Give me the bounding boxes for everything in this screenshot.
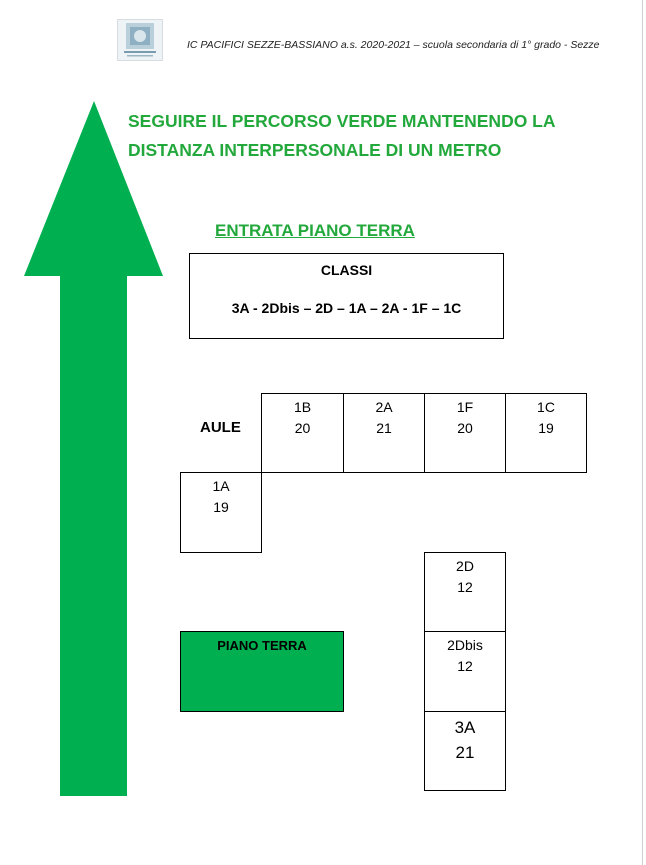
headline (128, 107, 556, 165)
room-name: 2A (375, 399, 393, 415)
room-count: 19 (213, 499, 229, 515)
room-1a (180, 472, 262, 553)
green-direction-arrow (24, 101, 164, 797)
room-name: 1A (212, 478, 230, 494)
room-2dbis (424, 631, 506, 712)
room-name: 2D (456, 558, 474, 574)
room-name: 3A (454, 718, 476, 737)
room-2d (424, 552, 506, 632)
room-count: 19 (538, 420, 554, 436)
school-logo (117, 19, 163, 61)
header-text: IC PACIFICI SEZZE-BASSIANO a.s. 2020-2021 – scuola secondaria di 1° grado - Sezze (187, 39, 600, 51)
room-count: 20 (457, 420, 473, 436)
page-edge-line (642, 0, 643, 865)
room-count: 21 (455, 743, 475, 762)
room-1b (261, 393, 344, 473)
piano-terra-block: PIANO TERRA (180, 631, 344, 712)
room-1f (424, 393, 506, 473)
room-3a (424, 711, 506, 791)
room-name: 2Dbis (447, 637, 483, 653)
aule-label: AULE (200, 419, 241, 436)
room-name: 1C (537, 399, 555, 415)
classes-box (189, 253, 504, 339)
room-count: 21 (376, 420, 392, 436)
room-1c (505, 393, 587, 473)
room-2a (343, 393, 425, 473)
room-count: 12 (457, 579, 473, 595)
headline-line-2: DISTANZA INTERPERSONALE DI UN METRO (128, 140, 502, 160)
room-count: 12 (457, 658, 473, 674)
room-count: 20 (294, 420, 311, 436)
room-name: 1F (456, 399, 474, 415)
room-name: 1B (293, 399, 312, 415)
entrance-title: ENTRATA PIANO TERRA (215, 221, 415, 240)
classes-list: 3A - 2Dbis – 2D – 1A – 2A - 1F – 1C (231, 300, 462, 316)
classes-label: CLASSI (320, 262, 373, 278)
headline-line-1: SEGUIRE IL PERCORSO VERDE MANTENENDO LA (128, 111, 556, 131)
